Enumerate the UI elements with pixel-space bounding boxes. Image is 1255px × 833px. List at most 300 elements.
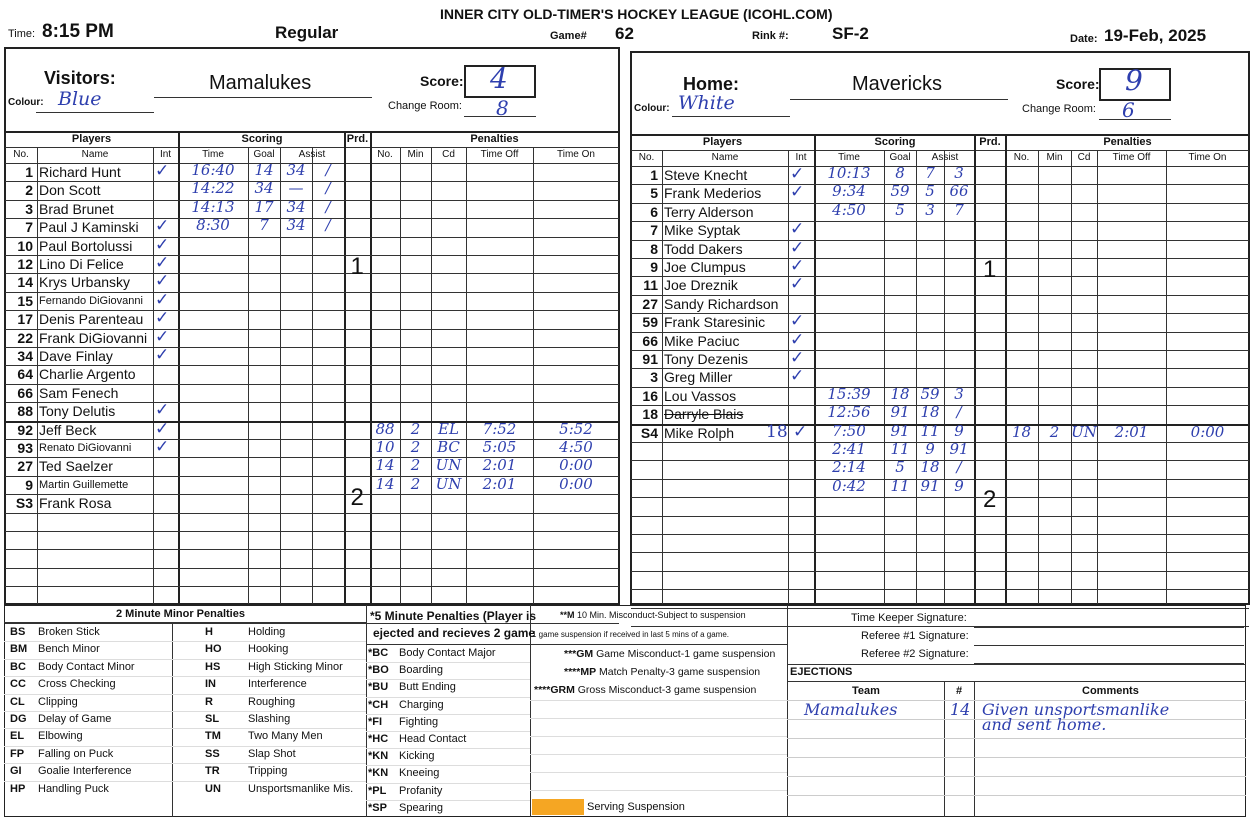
player-name: Brad Brunet bbox=[39, 200, 114, 217]
penalty-min: 2 bbox=[410, 474, 421, 493]
penalty-off: 5:05 bbox=[482, 438, 517, 456]
minor-code: SL bbox=[205, 713, 220, 725]
intermission-check: ✓ bbox=[155, 437, 170, 457]
intermission-check: ✓ bbox=[790, 237, 805, 258]
scoring-a2: 3 bbox=[954, 164, 964, 182]
home-hdr-cd: Cd bbox=[1077, 152, 1091, 163]
intermission-check: ✓ bbox=[155, 345, 170, 365]
scoring-goal: 5 bbox=[895, 458, 905, 477]
minor-code: SS bbox=[205, 747, 220, 760]
player-number: 92 bbox=[17, 421, 33, 438]
player-row bbox=[631, 313, 814, 331]
minor-code: HP bbox=[10, 782, 26, 795]
player-name: Steve Knecht bbox=[664, 167, 748, 183]
minor-code: HS bbox=[205, 660, 221, 673]
scoring-a2: / bbox=[325, 161, 331, 179]
player-name: Frank Mederios bbox=[664, 185, 762, 202]
home-hdr-name: Name bbox=[711, 152, 739, 163]
player-name: Mike Syptak bbox=[664, 222, 741, 239]
intermission-check: ✓ bbox=[155, 216, 170, 237]
player-number: 5 bbox=[650, 185, 658, 202]
player-number: 27 bbox=[17, 458, 33, 475]
player-row bbox=[5, 384, 178, 402]
minor-desc: Broken Stick bbox=[38, 626, 100, 638]
scoring-a1: 59 bbox=[920, 384, 940, 403]
scoring-goal: 8 bbox=[895, 164, 905, 182]
major-code: *KN bbox=[368, 767, 389, 780]
player-name: Tony Delutis bbox=[39, 403, 116, 420]
major-desc: Profanity bbox=[399, 784, 443, 797]
player-number: 10 bbox=[17, 237, 33, 254]
home-hdr-assist: Assist bbox=[931, 152, 959, 163]
player-row bbox=[5, 310, 178, 328]
scoring-a1: 34 bbox=[286, 216, 306, 235]
visitors-score-label: Score: bbox=[420, 73, 464, 89]
player-number: 2 bbox=[25, 182, 33, 199]
penalty-on: 0:00 bbox=[1190, 422, 1225, 441]
game-label: Game# bbox=[550, 30, 587, 42]
player-name: Jeff Beck bbox=[39, 421, 97, 438]
visitors-hdr-assist: Assist bbox=[298, 149, 326, 160]
player-row bbox=[5, 289, 178, 310]
player-number: 9 bbox=[650, 259, 658, 275]
penalty-off: 2:01 bbox=[482, 474, 517, 493]
major-code: *BC bbox=[368, 647, 389, 659]
player-number: 16 bbox=[642, 387, 658, 404]
intermission-check: ✓ bbox=[790, 348, 805, 368]
visitors-hdr-no: No. bbox=[377, 149, 393, 160]
player-row bbox=[5, 365, 178, 383]
penalty-on: 0:00 bbox=[559, 474, 593, 493]
home-hdr-time_off: Time Off bbox=[1112, 152, 1151, 163]
player-number: 3 bbox=[650, 369, 658, 386]
minor-desc: Body Contact Minor bbox=[38, 660, 135, 673]
player-name: Mike Paciuc bbox=[664, 332, 740, 349]
rink-value: SF-2 bbox=[832, 24, 869, 43]
visitors-period-2: 2 bbox=[350, 484, 364, 511]
rink-label: Rink #: bbox=[752, 30, 789, 42]
scoring-goal: 91 bbox=[890, 421, 910, 440]
scoring-goal: 5 bbox=[895, 200, 905, 219]
major-code: *BO bbox=[368, 664, 389, 677]
minor-desc: Clipping bbox=[38, 695, 78, 708]
player-name: Frank Staresinic bbox=[664, 314, 766, 331]
player-number: 66 bbox=[17, 384, 33, 401]
intermission-check: ✓ bbox=[155, 308, 170, 329]
visitors-period-1: 1 bbox=[350, 253, 364, 280]
player-number: 93 bbox=[17, 440, 33, 456]
scoring-a1: 18 bbox=[920, 458, 940, 477]
player-name: Mike Rolph bbox=[664, 424, 735, 441]
player-number: 64 bbox=[17, 366, 33, 383]
home-period-1: 1 bbox=[983, 256, 997, 283]
game-time: 8:15 PM bbox=[42, 21, 114, 42]
player-number: 3 bbox=[25, 200, 33, 217]
player-name: Martin Guillemette bbox=[39, 478, 129, 491]
scoring-time: 7:50 bbox=[832, 421, 866, 440]
referee1-signature-label: Referee #1 Signature: bbox=[861, 630, 969, 642]
player-row bbox=[5, 347, 178, 365]
player-name: Renato DiGiovanni bbox=[39, 442, 132, 454]
player-name: Greg Miller bbox=[664, 369, 733, 386]
scoring-goal: 7 bbox=[259, 216, 269, 235]
scoring-goal: 59 bbox=[890, 182, 910, 201]
misconduct-item: ***GM Game Misconduct-1 game suspension bbox=[564, 648, 776, 660]
scoring-a1: 3 bbox=[925, 200, 935, 219]
player-number: S3 bbox=[15, 495, 33, 512]
minor-code: CL bbox=[10, 695, 25, 708]
visitors-hdr-scoring: Scoring bbox=[241, 133, 283, 145]
minor-desc: Handling Puck bbox=[38, 782, 109, 795]
visitors-label: Visitors: bbox=[44, 68, 116, 88]
scoring-time: 10:13 bbox=[827, 164, 871, 182]
penalty-on: 4:50 bbox=[559, 438, 593, 456]
minor-code: UN bbox=[205, 782, 221, 795]
major-desc: Body Contact Major bbox=[399, 647, 496, 659]
scoring-a2: / bbox=[325, 197, 331, 216]
minor-code: FP bbox=[10, 747, 25, 760]
home-label: Home: bbox=[683, 74, 740, 94]
intermission-check: ✓ bbox=[155, 400, 170, 421]
visitors-hdr-cd: Cd bbox=[442, 149, 455, 160]
ejection-comment-1: Given unsportsmanlike bbox=[982, 700, 1170, 719]
visitors-team: Mamalukes bbox=[209, 72, 312, 94]
player-name: Paul J Kaminski bbox=[39, 219, 139, 236]
scoring-goal: 18 bbox=[890, 384, 910, 403]
misconduct-item: ****GRM Gross Misconduct-3 game suspension bbox=[534, 684, 757, 696]
visitors-colour-label: Colour: bbox=[8, 97, 44, 108]
player-name: Paul Bortolussi bbox=[39, 237, 133, 254]
visitors-hdr-players: Players bbox=[71, 133, 112, 145]
intermission-check: ✓ bbox=[790, 311, 805, 332]
player-row bbox=[5, 181, 178, 199]
ejections-comments-label: Comments bbox=[1082, 685, 1139, 697]
penalty-on: 5:52 bbox=[559, 419, 593, 438]
minor-code: TR bbox=[205, 765, 220, 778]
player-number: 15 bbox=[17, 292, 33, 309]
scoring-a2: / bbox=[956, 403, 962, 422]
minor-code: CC bbox=[10, 678, 26, 691]
scoring-a2: 3 bbox=[954, 384, 964, 403]
game-type: Regular bbox=[275, 23, 339, 42]
player-row bbox=[5, 457, 178, 475]
player-number: 6 bbox=[650, 203, 658, 220]
penalty-min: 2 bbox=[410, 419, 421, 438]
player-row bbox=[5, 402, 178, 420]
scoring-goal: 11 bbox=[890, 440, 910, 458]
scoring-a2: 66 bbox=[949, 182, 969, 201]
player-row bbox=[5, 273, 178, 291]
penalty-no: 14 bbox=[375, 456, 395, 475]
player-row bbox=[631, 350, 814, 368]
home-hdr-no: No. bbox=[638, 152, 655, 163]
minor-desc: Slap Shot bbox=[248, 747, 296, 760]
minor-desc: Bench Minor bbox=[38, 643, 100, 656]
penalty-no: 14 bbox=[375, 474, 395, 493]
intermission-check: ✓ bbox=[790, 219, 805, 240]
penalty-no: 10 bbox=[375, 438, 395, 456]
player-row bbox=[5, 163, 178, 181]
major-desc: Boarding bbox=[399, 664, 444, 677]
scoring-a1: — bbox=[288, 179, 304, 198]
minor-code: H bbox=[205, 626, 213, 638]
game-number: 62 bbox=[615, 24, 634, 43]
penalty-min: 2 bbox=[410, 438, 421, 456]
scoring-a2: 9 bbox=[954, 421, 964, 440]
player-row bbox=[631, 184, 814, 202]
player-number: 1 bbox=[650, 167, 658, 183]
major-code: *PL bbox=[368, 784, 387, 797]
time-label: Time: bbox=[8, 28, 36, 40]
minor-code: EL bbox=[10, 730, 25, 743]
major-desc: Spearing bbox=[399, 801, 444, 814]
serving-suspension-label: Serving Suspension bbox=[587, 801, 685, 813]
misconduct-m: **M 10 Min. Misconduct-Subject to suspension bbox=[560, 610, 746, 620]
scoring-a2: 91 bbox=[949, 440, 969, 458]
player-name: Ted Saelzer bbox=[39, 458, 113, 475]
scoring-goal: 91 bbox=[890, 403, 910, 422]
timekeeper-signature-label: Time Keeper Signature: bbox=[851, 612, 967, 624]
misconduct-item: ****MP Match Penalty-3 game suspension bbox=[564, 666, 761, 678]
player-name: Lino Di Felice bbox=[39, 256, 124, 272]
home-hdr-scoring: Scoring bbox=[874, 136, 916, 148]
intermission-check: ✓ bbox=[155, 289, 170, 310]
player-name: Todd Dakers bbox=[664, 240, 743, 257]
minor-desc: Unsportsmanlike Mis. bbox=[248, 782, 354, 795]
player-name: Joe Clumpus bbox=[664, 259, 746, 275]
minor-desc: Roughing bbox=[248, 695, 296, 708]
player-number: 27 bbox=[642, 295, 658, 312]
home-change-room: 6 bbox=[1122, 98, 1135, 122]
intermission-check: ✓ bbox=[155, 161, 170, 181]
player-row bbox=[631, 258, 814, 276]
minor-desc: Falling on Puck bbox=[38, 747, 114, 760]
player-name: Tony Dezenis bbox=[664, 351, 749, 367]
player-row bbox=[631, 368, 814, 386]
minor-code: GI bbox=[10, 765, 22, 778]
intermission-check: ✓ bbox=[790, 256, 805, 276]
home-colour: White bbox=[678, 92, 735, 114]
player-number: 8 bbox=[650, 240, 658, 257]
visitors-hdr-no: No. bbox=[13, 149, 29, 160]
penalty-cd: EL bbox=[438, 419, 459, 438]
major-desc: Head Contact bbox=[399, 733, 467, 745]
player-name: Sam Fenech bbox=[39, 384, 119, 401]
scoring-a2: 9 bbox=[954, 476, 964, 495]
home-hdr-goal: Goal bbox=[889, 152, 911, 163]
player-row bbox=[631, 203, 814, 221]
scoring-time: 2:14 bbox=[832, 458, 866, 477]
intermission-check: 18 ✓ bbox=[766, 421, 808, 442]
minor-desc: Delay of Game bbox=[38, 713, 112, 725]
penalty-off: 2:01 bbox=[1114, 422, 1149, 441]
scoring-a1: 18 bbox=[920, 403, 940, 422]
visitors-colour: Blue bbox=[58, 88, 102, 110]
penalty-off: 2:01 bbox=[482, 456, 517, 475]
player-number: 88 bbox=[17, 403, 33, 420]
scoring-time: 15:39 bbox=[827, 384, 871, 403]
intermission-check: ✓ bbox=[155, 271, 170, 292]
player-row bbox=[631, 421, 814, 442]
home-hdr-no: No. bbox=[1013, 152, 1030, 163]
ejections-number-label: # bbox=[956, 685, 963, 697]
visitors-hdr-goal: Goal bbox=[253, 149, 275, 160]
serving-suspension-swatch bbox=[532, 799, 584, 815]
major-code: *BU bbox=[368, 681, 389, 694]
major-desc: Kneeing bbox=[399, 767, 440, 780]
major-code: *CH bbox=[368, 698, 389, 711]
player-name: Richard Hunt bbox=[39, 164, 121, 180]
player-number: S4 bbox=[640, 424, 658, 441]
penalty-cd: UN bbox=[435, 474, 462, 493]
player-name: Lou Vassos bbox=[664, 387, 737, 404]
major-code: *SP bbox=[368, 801, 387, 814]
home-hdr-prd: Prd. bbox=[979, 136, 1001, 148]
scoring-a1: 11 bbox=[920, 421, 940, 440]
misconduct-note: 1 game suspension if received in last 5 mins of a game. bbox=[532, 630, 729, 639]
scoring-a1: 34 bbox=[286, 161, 306, 179]
penalty-min: 2 bbox=[410, 456, 421, 475]
player-name: Frank DiGiovanni bbox=[39, 329, 148, 346]
penalty-no: 88 bbox=[375, 419, 395, 438]
scoring-a1: 9 bbox=[925, 440, 935, 458]
intermission-check: ✓ bbox=[155, 253, 170, 273]
visitors-hdr-name: Name bbox=[81, 149, 109, 160]
major-desc: Butt Ending bbox=[399, 681, 456, 694]
player-row bbox=[631, 295, 814, 313]
player-number: 12 bbox=[17, 256, 33, 272]
player-row bbox=[631, 329, 814, 350]
scoring-a1: 5 bbox=[925, 182, 935, 201]
minor-code: R bbox=[205, 695, 213, 708]
scoring-time: 14:13 bbox=[191, 197, 235, 216]
visitors-hdr-min: Min bbox=[407, 149, 424, 160]
ejection-comment-2: and sent home. bbox=[982, 715, 1107, 734]
player-row bbox=[5, 200, 178, 218]
home-hdr-penalties: Penalties bbox=[1103, 136, 1152, 148]
player-name: Don Scott bbox=[39, 182, 101, 199]
player-row bbox=[5, 326, 178, 347]
player-name: Denis Parenteau bbox=[39, 311, 144, 328]
player-number: 11 bbox=[643, 277, 658, 294]
visitors-hdr-time_off: Time Off bbox=[480, 149, 519, 160]
home-hdr-time_on: Time On bbox=[1188, 152, 1227, 163]
player-number: 91 bbox=[642, 351, 658, 367]
player-name: Darryle Blais bbox=[664, 406, 744, 423]
scoring-time: 4:50 bbox=[832, 200, 866, 219]
minor-title: 2 Minute Minor Penalties bbox=[116, 608, 245, 620]
player-name: Fernando DiGiovanni bbox=[39, 294, 143, 307]
scoring-time: 2:41 bbox=[832, 440, 866, 458]
ejection-team: Mamalukes bbox=[804, 700, 898, 719]
game-date: 19-Feb, 2025 bbox=[1104, 26, 1207, 45]
major-desc: Kicking bbox=[399, 750, 435, 763]
visitors-hdr-time: Time bbox=[202, 149, 224, 160]
minor-desc: Goalie Interference bbox=[38, 765, 132, 778]
player-name: Frank Rosa bbox=[39, 495, 112, 512]
intermission-check: ✓ bbox=[155, 326, 170, 347]
player-row bbox=[631, 276, 814, 294]
player-name: Dave Finlay bbox=[39, 348, 113, 364]
penalty-on: 0:00 bbox=[559, 456, 593, 475]
visitors-change-room-label: Change Room: bbox=[388, 100, 462, 112]
scoring-a1: 7 bbox=[925, 164, 935, 182]
player-number: 7 bbox=[650, 222, 658, 239]
scoring-time: 0:42 bbox=[832, 476, 866, 495]
player-number: 22 bbox=[17, 329, 33, 346]
minor-desc: Tripping bbox=[248, 765, 288, 778]
home-team: Mavericks bbox=[852, 73, 943, 95]
penalty-cd: UN bbox=[435, 456, 462, 475]
home-hdr-players: Players bbox=[702, 136, 743, 148]
player-name: Joe Dreznik bbox=[664, 277, 738, 294]
scoring-goal: 14 bbox=[254, 161, 274, 179]
referee2-signature-label: Referee #2 Signature: bbox=[861, 648, 969, 660]
scoring-goal: 34 bbox=[254, 179, 274, 198]
player-row bbox=[5, 255, 178, 273]
intermission-check: ✓ bbox=[155, 234, 170, 255]
player-row bbox=[5, 476, 178, 494]
player-row bbox=[631, 221, 814, 239]
scoring-a2: / bbox=[956, 458, 962, 477]
player-number: 1 bbox=[25, 164, 33, 180]
scoring-time: 14:22 bbox=[191, 179, 235, 198]
intermission-check: ✓ bbox=[790, 274, 805, 295]
visitors-change-room: 8 bbox=[496, 96, 509, 120]
home-hdr-time: Time bbox=[838, 152, 860, 163]
visitors-score: 4 bbox=[490, 62, 508, 95]
player-number: 66 bbox=[642, 332, 658, 349]
minor-desc: Two Many Men bbox=[248, 730, 323, 743]
scoring-time: 12:56 bbox=[827, 403, 871, 422]
major-title-1: *5 Minute Penalties (Player is bbox=[370, 609, 537, 623]
intermission-check: ✓ bbox=[155, 418, 170, 439]
player-number: 14 bbox=[17, 274, 33, 291]
player-row bbox=[631, 237, 814, 258]
scoring-time: 9:34 bbox=[832, 182, 866, 201]
home-colour-label: Colour: bbox=[634, 103, 670, 114]
player-number: 7 bbox=[25, 219, 33, 236]
penalty-off: 7:52 bbox=[482, 419, 517, 438]
minor-code: BM bbox=[10, 643, 28, 656]
scoring-goal: 17 bbox=[254, 197, 274, 216]
minor-desc: Hooking bbox=[248, 643, 289, 656]
minor-desc: Cross Checking bbox=[38, 678, 116, 691]
scoring-a1: 91 bbox=[920, 476, 940, 495]
minor-desc: Elbowing bbox=[38, 730, 83, 743]
player-row bbox=[5, 439, 178, 457]
penalty-min: 2 bbox=[1049, 422, 1060, 441]
player-row bbox=[631, 166, 814, 184]
penalty-cd: UN bbox=[1071, 422, 1097, 441]
home-score: 9 bbox=[1125, 64, 1143, 97]
home-score-label: Score: bbox=[1056, 76, 1100, 92]
ejections-team-label: Team bbox=[852, 685, 880, 697]
player-row bbox=[631, 387, 814, 405]
major-title-2: ejected and recieves 2 game bbox=[373, 626, 536, 640]
intermission-check: ✓ bbox=[790, 182, 805, 203]
intermission-check: ✓ bbox=[790, 366, 805, 387]
home-hdr-min: Min bbox=[1046, 152, 1063, 163]
scoring-goal: 11 bbox=[890, 476, 910, 495]
player-number: 17 bbox=[17, 311, 33, 328]
intermission-check: ✓ bbox=[790, 329, 805, 350]
scoring-a2: 7 bbox=[954, 200, 964, 219]
minor-desc: Slashing bbox=[248, 713, 291, 725]
scoring-time: 16:40 bbox=[191, 161, 235, 179]
minor-code: IN bbox=[205, 678, 216, 691]
player-number: 34 bbox=[17, 348, 33, 364]
